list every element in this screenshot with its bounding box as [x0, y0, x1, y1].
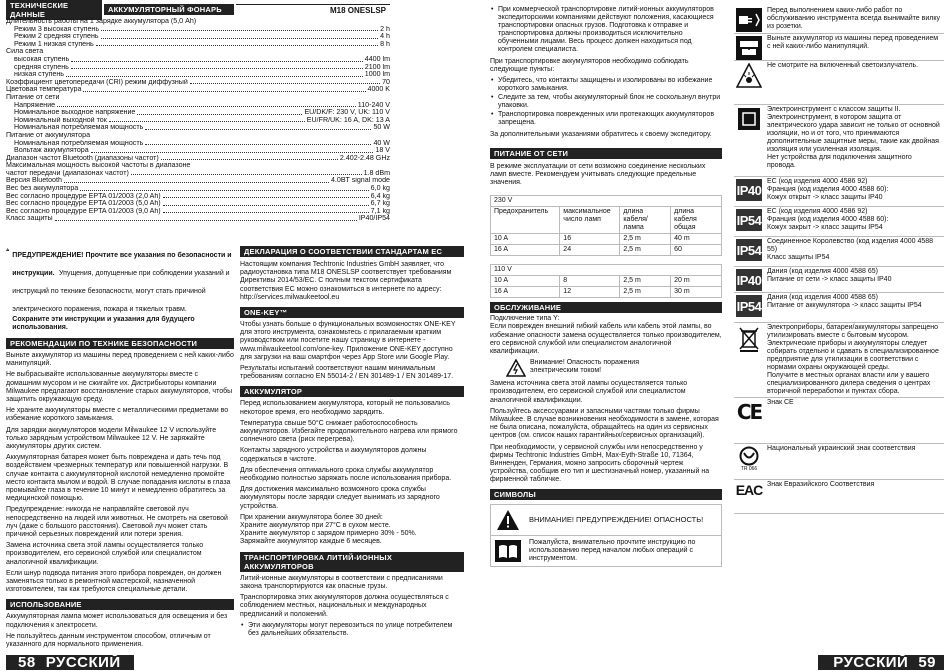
spec-value: 40 W — [373, 140, 390, 148]
spec-label: Напряжение — [6, 102, 55, 110]
spec-value: 8 h — [380, 41, 390, 49]
symbol-text: ЕС (код изделия 4000 4586 92) Франция (код изделия 4000 4588 60): Кожух закрыт -> класс защиты IP54 — [764, 207, 891, 233]
spec-row — [6, 155, 390, 163]
table-cell: максимальное число ламп — [560, 207, 620, 234]
table-row — [491, 276, 722, 287]
spec-row — [6, 140, 390, 148]
symbol-row — [734, 207, 944, 237]
spec-leader — [109, 117, 305, 123]
ukraine-mark-icon — [734, 446, 764, 472]
warning-body: Упущения, допущенные при соблюдении указаний и инструкций по технике безопасности, могут стать причиной электрического поражения, пожара и тяжелых травм. — [12, 270, 229, 313]
spec-label: Режим 2 средняя ступень — [6, 33, 99, 41]
spec-row — [6, 177, 390, 185]
spec-label: Питание от сети — [6, 94, 59, 102]
eac-mark-icon — [734, 482, 764, 498]
table-row — [491, 287, 722, 298]
spec-label: Класс защиты — [6, 215, 53, 223]
language-label-right: РУССКИЙ — [833, 654, 908, 671]
symbol-row — [734, 293, 944, 323]
ce-mark-icon — [734, 400, 764, 424]
spec-row — [6, 94, 390, 102]
table-head-row — [491, 265, 722, 276]
paragraph: Выньте аккумулятор из машины перед проведением с ней каких-либо манипуляций. — [6, 352, 234, 368]
spec-leader — [163, 200, 369, 206]
spec-leader — [66, 71, 363, 77]
safety-text — [6, 352, 234, 594]
table-col-headers — [491, 207, 722, 234]
spec-row — [6, 33, 390, 41]
shock-warning — [506, 359, 722, 377]
symbol-text: Соединенное Королевство (код изделия 4000 4588 55) Класс защиты IP54 — [764, 237, 944, 263]
table-cell: 2,5 m — [620, 234, 671, 245]
spec-label: Номинальное выходное напряжение — [6, 109, 135, 117]
spec-leader — [71, 64, 363, 70]
mains-text: В режиме эксплуатации от сети возможно соединение нескольких ламп вместе. Рекомендуем учитывать следующие предельные значения. — [490, 163, 722, 188]
spec-label: низкая ступень — [6, 71, 64, 79]
symbol-row-warning — [490, 504, 722, 536]
unplug-icon — [734, 8, 764, 32]
spec-row — [6, 26, 390, 34]
spec-label: Максимальная мощность высокой частоты в диапазоне — [6, 162, 190, 170]
left-page — [0, 0, 470, 670]
spec-label: Вес без аккумулятора — [6, 185, 78, 193]
paragraph: Не выбрасывайте использованные аккумуляторы вместе с домашним мусором и не сжигайте их. Дистрибьюторы компании Milwaukee предлагают восстановление старых аккумуляторов, чтобы защитить окружающую среду. — [6, 371, 234, 404]
bullet-item: • При коммерческой транспортировке литий-ионных аккумуляторов экспедиторскими компаниями действуют положения, касающиеся транспортировки опасных грузов. Подготовка к отправке и транспортировка должны производиться исключительно обученными лицами. Весь процесс должен находиться под контролем специалиста. — [490, 6, 722, 54]
paragraph: При хранении аккумулятора более 30 дней: Храните аккумулятор при 27°C в сухом месте. Храните аккумулятор с зарядом примерно 30% - 50%. Заряжайте аккумулятор каждые 6 месяцев. — [240, 514, 464, 547]
symbol-sidebar — [734, 6, 944, 514]
table-cell: длина кабеля общая — [671, 207, 722, 234]
spec-row — [6, 147, 390, 155]
spec-row — [6, 18, 390, 26]
ip54-icon: IP54 — [736, 239, 762, 261]
paragraph: Аккумуляторная батарея может быть повреждена и дать течь под воздействием чрезмерных температур или повышенной нагрузки. В случае контакта с аккумуляторной кислотой немедленно промойте место контакта мылом и водой. В случае попадания кислоты в глаза промывайте глаза в течение 10 минут и немедленно обратитесь за медицинской помощью. — [6, 454, 234, 503]
spec-label: Цветовая температура — [6, 86, 81, 94]
paragraph: Чтобы узнать больше о функциональных возможностях ONE-KEY для этого инструмента, ознакомьтесь с прилагаемым кратким руководством или посетите нашу страницу в интернете - www.milwaukeetool.com/one-key. Приложение ONE-KEY доступно для загрузки на ваш смартфон через App Store или Google Play. — [240, 321, 464, 362]
spec-value: 4400 lm — [365, 56, 390, 64]
spec-label: Режим 1 низкая ступень — [6, 41, 94, 49]
spec-label: Номинальная потребляемая мощность — [6, 124, 143, 132]
table-cell: 16 A — [491, 245, 560, 256]
symbol-row-manual — [490, 535, 722, 567]
table-cell: 2,5 m — [620, 276, 671, 287]
symbol-row — [734, 6, 944, 34]
onekey-text — [240, 321, 464, 381]
spec-value: 4 h — [380, 33, 390, 41]
spec-row — [6, 208, 390, 216]
table-voltage: 110 V — [491, 265, 722, 276]
table-cell: 24 — [560, 245, 620, 256]
ce-mark-text: CE — [737, 400, 761, 424]
spec-label: Режим 3 высокая ступень — [6, 26, 99, 34]
spec-row — [6, 71, 390, 79]
spec-value: 7,1 kg — [371, 208, 390, 216]
spec-leader — [137, 109, 302, 115]
table-cell: 16 — [560, 234, 620, 245]
spec-value: 2 h — [380, 26, 390, 34]
crossed-bin-icon — [734, 325, 764, 353]
paragraph: Для достижения максимально возможного срока службы аккумуляторы после зарядки следует вынимать из зарядного устройства. — [240, 486, 464, 511]
symbol-manual-text: Пожалуйста, внимательно прочтите инструкцию по использованию перед началом любых операций с инструментом. — [525, 537, 721, 565]
spec-label: Диапазон частот Bluetooth (диапазоны частот) — [6, 155, 159, 163]
paragraph: Перед использованием аккумулятора, который не пользовались некоторое время, его необходимо зарядить. — [240, 400, 464, 416]
warning-block — [6, 244, 234, 332]
paragraph: Не храните аккумуляторы вместе с металлическими предметами во избежание короткого замыкания. — [6, 407, 234, 423]
spec-value: 50 W — [373, 124, 390, 132]
tech-data-title: ТЕХНИЧЕСКИЕ ДАННЫЕ — [6, 0, 102, 20]
spec-label: высокая ступень — [6, 56, 69, 64]
spec-label: Вес согласно процедуре EPTA 01/2003 (5,0 Ah) — [6, 200, 161, 208]
table-cell: 40 m — [671, 234, 722, 245]
left-column — [6, 244, 234, 649]
spec-value: 6,4 kg — [371, 193, 390, 201]
symbol-row — [734, 105, 944, 177]
safety-title: РЕКОМЕНДАЦИИ ПО ТЕХНИКЕ БЕЗОПАСНОСТИ — [6, 338, 234, 349]
paragraph: Для зарядки аккумуляторов модели Milwaukee 12 V используйте только зарядным устройством Milwaukee 12 V. Не заряжайте аккумуляторы других систем. — [6, 427, 234, 452]
symbols-title: СИМВОЛЫ — [490, 489, 722, 500]
transport-text — [240, 575, 464, 638]
transport-continued — [490, 6, 722, 140]
paragraph: Замена источника света этой лампы осуществляется только производителем, его сервисной службой или специалистом аналогичной квалификации. — [490, 380, 722, 405]
page-number: 58 — [18, 654, 36, 671]
shock-warning-text: Внимание! Опасность поражения электрическим током! — [530, 359, 640, 375]
table-cell: длина кабеля/ лампа — [620, 207, 671, 234]
spec-row — [6, 109, 390, 117]
symbol-text: Электроприборы, батареи/аккумуляторы запрещено утилизировать вместе с бытовым мусором. Электрические приборы и аккумуляторы следует собирать отдельно и сдавать в специализированное предприятие для утилизации в соответствии с нормами охраны окружающей среды. Получите в местных органах власти или у вашего специализированного дилера сведения о центрах вторичной переработки и пунктах сбора. — [764, 323, 944, 397]
symbol-row — [734, 34, 944, 61]
spec-leader — [190, 79, 380, 85]
spec-label: средняя ступень — [6, 64, 69, 72]
transport-title: ТРАНСПОРТИРОВКА ЛИТИЙ-ИОННЫХ АККУМУЛЯТОРОВ — [240, 552, 464, 572]
spec-label: Вес согласно процедуре EPTA 01/2003 (2,0 Ah) — [6, 193, 161, 201]
spec-leader — [101, 26, 378, 32]
model-header — [236, 4, 390, 15]
spec-leader — [161, 155, 338, 161]
paragraph: Результаты испытаний соответствуют нашим минимальным требованиям согласно EN 55014-2 / EN 301489-1 / EN 301489-17. — [240, 365, 464, 381]
bullet-list — [490, 6, 722, 54]
read-manual-icon — [491, 536, 525, 566]
ukraine-mark-code: TR 066 — [741, 466, 757, 472]
warning-triangle-icon — [491, 505, 525, 535]
spec-leader — [55, 215, 357, 221]
spec-label: Питание от аккумулятора — [6, 132, 90, 140]
table-cell: 12 — [560, 287, 620, 298]
mains-title: ПИТАНИЕ ОТ СЕТИ — [490, 148, 722, 159]
bullet-item: • Эти аккумуляторы могут перевозиться по улице потребителем без дальнейших обязательств. — [240, 622, 464, 638]
spec-value: 4000 K — [368, 86, 390, 94]
spec-row — [6, 64, 390, 72]
symbol-text: Выньте аккумулятор из машины перед проведением с ней каких-либо манипуляций. — [764, 34, 944, 52]
paragraph: Транспортировка этих аккумуляторов должна осуществляться с соблюдением местных, национальных и международных предписаний и положений. — [240, 594, 464, 619]
symbol-icon-cell — [734, 269, 764, 291]
paragraph: Предупреждение: никогда не направляйте световой луч непосредственно на людей или животных. Не смотреть на световой луч (даже с большого расстояния). Световой луч может стать причиной серьезных повреждений или потери зрения. — [6, 506, 234, 539]
table-cell: 20 m — [671, 276, 722, 287]
bullet-item: • Транспортировка поврежденных или протекающих аккумуляторов запрещена. — [490, 111, 722, 127]
spec-leader — [71, 56, 362, 62]
symbol-text: Дания (код изделия 4000 4588 65) Питание от аккумулятора -> класс защиты IP54 — [764, 293, 925, 311]
spec-row — [6, 48, 390, 56]
spec-row — [6, 170, 390, 178]
spec-value: 6,7 kg — [371, 200, 390, 208]
symbol-row — [734, 323, 944, 398]
table-cell: 60 — [671, 245, 722, 256]
electric-hazard-icon — [506, 359, 526, 377]
usage-title: ИСПОЛЬЗОВАНИЕ — [6, 599, 234, 610]
right-column — [490, 6, 722, 566]
language-label: РУССКИЙ — [46, 654, 121, 671]
spec-row — [6, 215, 390, 223]
table-cell: 10 A — [491, 276, 560, 287]
middle-column — [240, 246, 464, 639]
paragraph: При транспортировке аккумуляторов необходимо соблюдать следующие пункты: — [490, 58, 722, 74]
protection-class-ii-icon — [734, 107, 764, 131]
symbol-icon-cell — [734, 295, 764, 317]
ip54-icon: IP54 — [736, 209, 762, 231]
warning-keep: Сохраните эти инструкции и указания для будущего использования. — [12, 316, 234, 332]
table-230v — [490, 195, 722, 256]
symbol-text: ЕС (код изделия 4000 4586 92) Франция (код изделия 4000 4588 60): Кожух открыт -> класс защиты IP40 — [764, 177, 891, 203]
remove-battery-icon — [734, 36, 764, 60]
table-voltage: 230 V — [491, 196, 722, 207]
spec-label: Вольтаж аккумулятора — [6, 147, 89, 155]
spec-value: 110-240 V — [358, 102, 390, 110]
spec-label: Сила света — [6, 48, 43, 56]
spec-row — [6, 117, 390, 125]
table-110v — [490, 264, 722, 298]
bullet-list — [490, 77, 722, 127]
spec-value: 4.0BT signal mode — [331, 177, 390, 185]
table-cell: 30 m — [671, 287, 722, 298]
table-row — [491, 234, 722, 245]
spec-row — [6, 86, 390, 94]
symbol-row — [734, 267, 944, 293]
paragraph: Если шнур подвода питания этого прибора поврежден, он должен заменяться только в ремонтной мастерской, назначенной изготовителем, так как требуются специальные детали. — [6, 570, 234, 595]
right-footer — [818, 655, 944, 670]
declaration-title: ДЕКЛАРАЦИЯ О СООТВЕТСТВИИ СТАНДАРТАМ ЕС — [240, 246, 464, 257]
paragraph: Для обеспечения оптимального срока службы аккумулятор необходимо полностью заряжать после использования прибора. — [240, 467, 464, 483]
onekey-title: ONE-KEY™ — [240, 307, 464, 318]
paragraph: Контакты зарядного устройства и аккумуляторов должны содержаться в чистоте. — [240, 447, 464, 463]
spec-value: 1000 lm — [365, 71, 390, 79]
spec-value: 6,0 kg — [371, 185, 390, 193]
usage-text — [6, 613, 234, 649]
spec-row — [6, 132, 390, 140]
symbol-text: Дания (код изделия 4000 4588 65) Питание от сети -> класс защиты IP40 — [764, 267, 894, 285]
table-cell: 16 A — [491, 287, 560, 298]
eac-mark-text: EAC — [736, 482, 763, 498]
spec-row — [6, 102, 390, 110]
left-footer — [6, 655, 134, 670]
symbol-text: Перед выполнением каких-либо работ по обслуживанию инструмента всегда вынимайте вилку из розетки. — [764, 6, 944, 32]
symbol-text: Знак CE — [764, 398, 797, 408]
symbol-row — [734, 398, 944, 444]
spec-value: IP40/IP54 — [359, 215, 390, 223]
symbol-text: Электроинструмент с классом защиты II. Электроинструмент, в котором защита от электрического удара зависит не только от основной изоляции, но и от того, что принимаются дополнительные защитные меры, такие как двойная изоляция или усиленная изоляция. Нет устройства для подключения защитного провода. — [764, 105, 944, 171]
spec-leader — [163, 208, 369, 214]
table-cell: 8 — [560, 276, 620, 287]
spec-label: Коэффициент цветопередачи (CRI) режим диффузный — [6, 79, 188, 87]
service-title: ОБСЛУЖИВАНИЕ — [490, 302, 722, 313]
spec-value: 1.8 dBm — [364, 170, 390, 178]
symbol-icon-cell — [734, 209, 764, 231]
table-cell: 2,5 m — [620, 245, 671, 256]
spec-leader — [80, 185, 368, 191]
symbol-text: Национальный украинский знак соответствия — [764, 444, 918, 454]
spec-label: частот передачи (диапазонах частот) — [6, 170, 129, 178]
spec-table — [6, 18, 390, 223]
spec-leader — [96, 41, 378, 47]
paragraph: Замена источника света этой лампы осуществляется только производителем, его сервисной службой или специалистом аналогичной квалификации. — [6, 542, 234, 567]
paragraph: Не пользуйтесь данным инструментом способом, отличным от указанного для нормального применения. — [6, 633, 234, 649]
symbol-row — [734, 480, 944, 514]
service-text — [490, 380, 722, 484]
spec-row — [6, 79, 390, 87]
ip40-icon: IP40 — [736, 269, 762, 291]
spec-leader — [57, 102, 356, 108]
table-cell: 10 A — [491, 234, 560, 245]
spec-row — [6, 193, 390, 201]
bullet-item: • Следите за тем, чтобы аккумуляторный блок не соскользнул внутри упаковки. — [490, 94, 722, 110]
spec-row — [6, 200, 390, 208]
table-cell: Предохранитель — [491, 207, 560, 234]
service-text-1: Подключение типа Y: Если поврежден внешний гибкий кабель или кабель этой лампы, во избежание опасности замена осуществляется только производителем, его сервисной службой или специалистом аналогичной квалификации. — [490, 315, 722, 356]
spec-value: 2.402-2.48 GHz — [340, 155, 390, 163]
spec-leader — [83, 86, 365, 92]
table-head-row — [491, 196, 722, 207]
paragraph: Температура свыше 50°C снижает работоспособность аккумуляторов. Избегайте продолжительного нагрева или прямого солнечного света (риск перегрева). — [240, 420, 464, 445]
warning-heading: ПРЕДУПРЕЖДЕНИЕ! Прочтите все указания по безопасности и инструкции. — [12, 252, 231, 277]
warning-icon — [6, 244, 9, 255]
spec-leader — [131, 170, 362, 176]
spec-leader — [64, 177, 329, 183]
paragraph: Литий-ионные аккумуляторы в соответствии с предписаниями закона транспортируются как опасные грузы. — [240, 575, 464, 591]
symbol-text: Не смотрите на включенный светоизлучатель. — [764, 61, 921, 71]
spec-row — [6, 124, 390, 132]
spec-label: Версия Bluetooth — [6, 177, 62, 185]
product-title: АККУМУЛЯТОРНЫЙ ФОНАРЬ — [104, 4, 234, 15]
symbol-icon-cell — [734, 239, 764, 261]
spec-value: 70 — [382, 79, 390, 87]
spec-value: EU/FR/UK: 16 A, DK: 13 A — [307, 117, 390, 125]
bullet-item: • Убедитесь, что контакты защищены и изолированы во избежание короткого замыкания. — [490, 77, 722, 93]
battery-text — [240, 400, 464, 546]
paragraph: Пользуйтесь аксессуарами и запасными частями только фирмы Milwaukee. В случае возникновения необходимости в замене, которая не была описана, пожалуйста, обращайтесь на один из сервисных центров (см. список наших гарантийных/сервисных организаций). — [490, 408, 722, 441]
declaration-text: Настоящим компания Techtronic Industries GmbH заявляет, что радиоустановка типа M18 ONESLSP соответствует требованиям Директивы 2014/53/ЕС. С полным текстом сертификата соответствия ЕС можно ознакомиться в интернете по адресу: http://services.milwaukeetool.eu — [240, 261, 464, 302]
symbol-row — [734, 237, 944, 267]
spec-label: Длительность работы на 1 зарядке аккумулятора (5,0 Ah) — [6, 18, 196, 26]
spec-row — [6, 162, 390, 170]
spec-row — [6, 56, 390, 64]
tech-data-header — [6, 4, 234, 15]
ip40-icon: IP40 — [736, 179, 762, 201]
spec-leader — [145, 124, 371, 130]
spec-leader — [145, 140, 371, 146]
paragraph: За дополнительными указаниями обратитесь к своему экспедитору. — [490, 131, 722, 139]
spec-value: 18 V — [375, 147, 390, 155]
symbol-warning-text: ВНИМАНИЕ! ПРЕДУПРЕЖДЕНИЕ! ОПАСНОСТЬ! — [525, 514, 707, 526]
ip54-icon: IP54 — [736, 295, 762, 317]
table-row — [491, 245, 722, 256]
spec-leader — [91, 147, 374, 153]
symbol-row — [734, 444, 944, 480]
symbol-row — [734, 61, 944, 105]
symbol-icon-cell — [734, 179, 764, 201]
paragraph: При необходимости, у сервисной службы или непосредственно у фирмы Techtronic Industries GmbH, Max-Eyth-Straße 10, 71364, Винненден, Германия, можно запросить сборочный чертеж устройства, сообщив его тип и шестизначный номер, указанный на фирменной табличке. — [490, 444, 722, 485]
bullet-list — [240, 622, 464, 638]
spec-label: Номинальный выходной ток — [6, 117, 107, 125]
symbols-list — [490, 504, 722, 567]
table-cell: 2,5 m — [620, 287, 671, 298]
model-name: M18 ONESLSP — [236, 6, 390, 15]
spec-leader — [163, 193, 369, 199]
spec-label: Вес согласно процедуре EPTA 01/2003 (9,0 Ah) — [6, 208, 161, 216]
battery-title: АККУМУЛЯТОР — [240, 386, 464, 397]
spec-row — [6, 185, 390, 193]
spec-leader — [101, 33, 379, 39]
page-number-right: 59 — [918, 654, 936, 671]
do-not-stare-icon — [734, 63, 764, 89]
spec-row — [6, 41, 390, 49]
spec-value: EU/DK/F: 230 V, UK: 110 V — [304, 109, 390, 117]
paragraph: Аккумуляторная лампа может использоваться для освещения и без подключения к электросети. — [6, 613, 234, 629]
spec-label: Номинальная потребляемая мощность — [6, 140, 143, 148]
spec-value: 2100 lm — [365, 64, 390, 72]
symbol-text: Знак Евразийского Соответствия — [764, 480, 877, 490]
symbol-row — [734, 177, 944, 207]
